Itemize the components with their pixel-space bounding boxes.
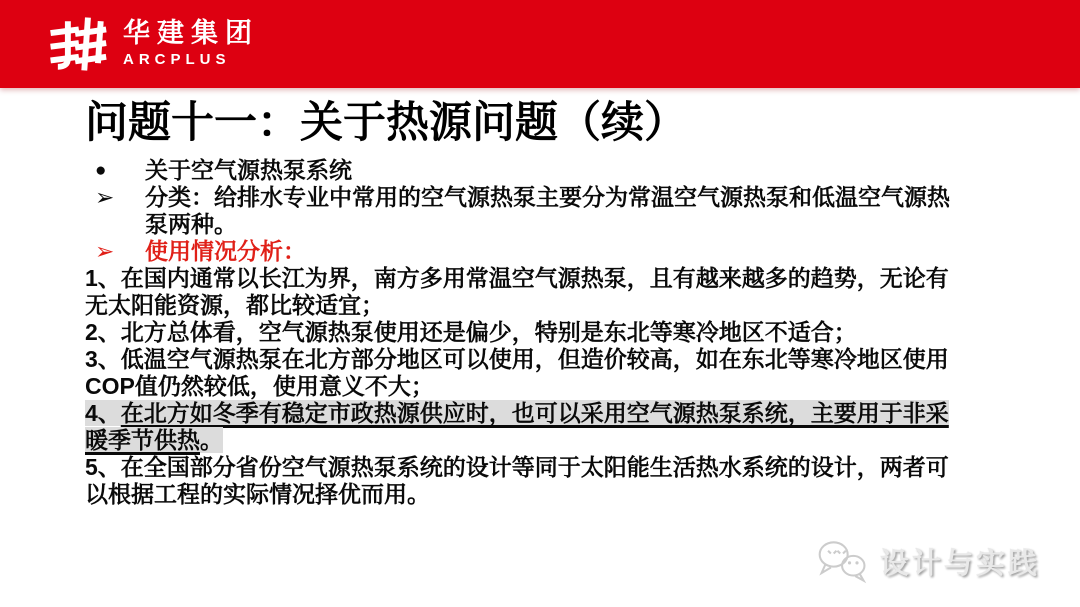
- bullet-text-usage-analysis: 使用情况分析：: [145, 238, 306, 265]
- arcplus-logo: [46, 13, 259, 75]
- logo-text-chinese: 华建集团: [123, 18, 259, 49]
- bullet-item-classification: [85, 184, 985, 238]
- bullet-item-heading: [85, 157, 985, 184]
- bullet-text-heading: 关于空气源热泵系统: [145, 157, 352, 184]
- slide-body: [85, 157, 985, 508]
- brand-header-band: [0, 0, 1080, 88]
- item-4-number: 4、: [85, 400, 121, 427]
- numbered-item-3: [85, 346, 961, 400]
- bullet-arrow-red-icon: ➢: [95, 238, 115, 265]
- bullet-text-classification: 分类：给排水专业中常用的空气源热泵主要分为常温空气源热泵和低温空气源热泵两种。: [145, 184, 950, 238]
- item-2-number: 2、: [85, 319, 121, 346]
- item-4-highlight: [85, 400, 949, 453]
- wechat-icon: [815, 538, 871, 584]
- numbered-item-1: [85, 265, 961, 319]
- item-4-underlined-text: 在北方如冬季有稳定市政热源供应时，也可以采用空气源热泵系统，主要用于非采暖季节供热: [85, 400, 949, 454]
- item-3-text: 低温空气源热泵在北方部分地区可以使用，但造价较高，如在东北等寒冷地区使用COP值仍然较低，使用意义不大；: [85, 346, 949, 400]
- bullet-arrow-icon: ➢: [95, 184, 115, 211]
- slide-content: [85, 99, 985, 508]
- slide-title: 问题十一：关于热源问题（续）: [85, 99, 687, 147]
- bullet-item-usage-analysis: [85, 238, 985, 265]
- item-4-suffix: 。: [200, 427, 223, 454]
- wechat-watermark: [815, 538, 1040, 584]
- item-2-text: 北方总体看，空气源热泵使用还是偏少，特别是东北等寒冷地区不适合；: [120, 319, 857, 346]
- item-1-number: 1、: [85, 265, 121, 292]
- item-5-number: 5、: [85, 454, 121, 481]
- item-5-text: 在全国部分省份空气源热泵系统的设计等同于太阳能生活热水系统的设计，两者可以根据工程的实际情况择优而用。: [85, 454, 949, 508]
- numbered-item-5: [85, 454, 961, 508]
- numbered-item-2: [85, 319, 961, 346]
- logo-wordmark: [123, 19, 259, 69]
- item-1-text: 在国内通常以长江为界，南方多用常温空气源热泵，且有越来越多的趋势，无论有无太阳能资源，都比较适宜；: [85, 265, 949, 319]
- bullet-circle-icon: ●: [95, 160, 107, 182]
- arcplus-logo-icon: [46, 13, 108, 75]
- numbered-item-4: [85, 400, 961, 454]
- watermark-label: 设计与实践: [879, 547, 1040, 580]
- logo-text-english: ARCPLUS: [123, 50, 231, 68]
- item-3-number: 3、: [85, 346, 121, 373]
